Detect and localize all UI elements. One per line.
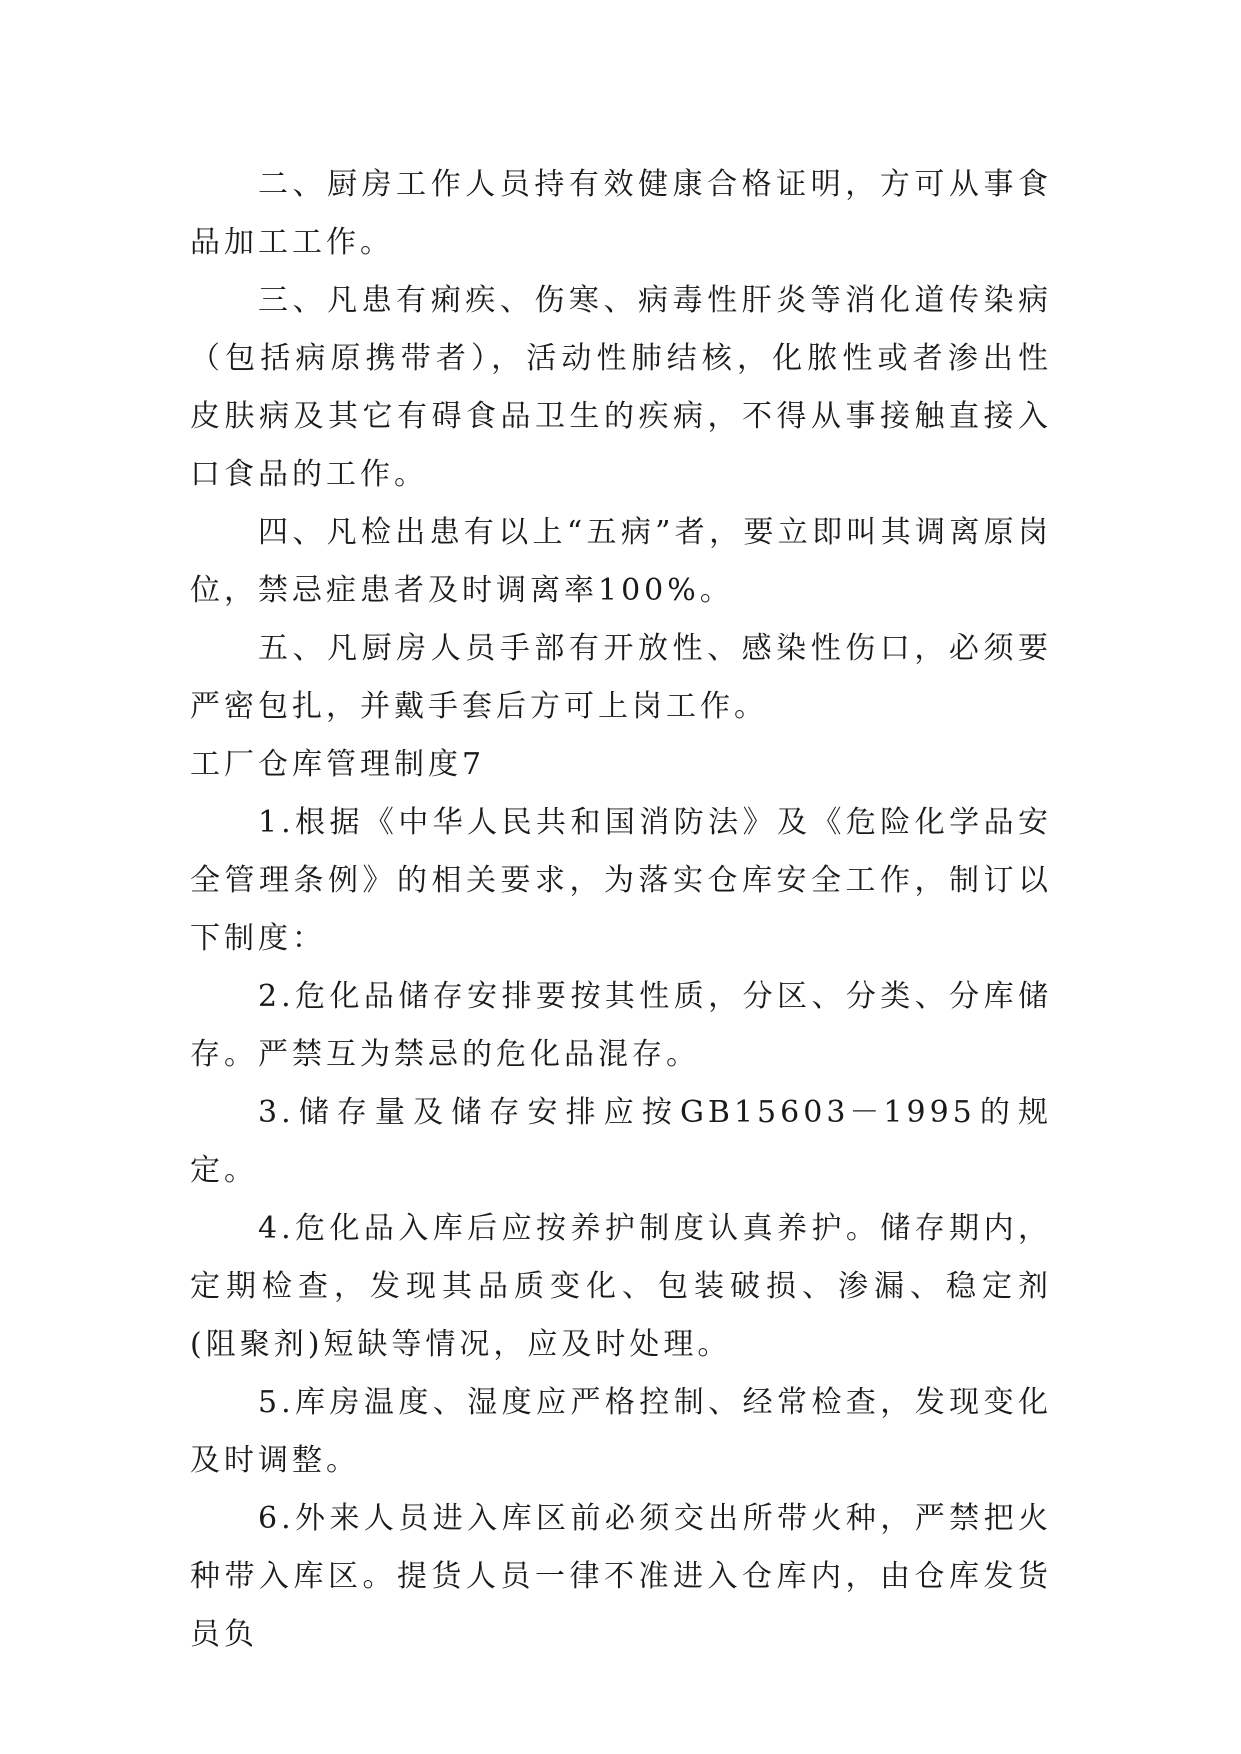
paragraph-five-diseases: 四、凡检出患有以上“五病”者，要立即叫其调离原岗位，禁忌症患者及时调离率100%。 — [190, 515, 1052, 608]
paragraph-disease-restriction: 三、凡患有痢疾、伤寒、病毒性肝炎等消化道传染病（包括病原携带者），活动性肺结核，化脓性或者渗出性皮肤病及其它有碍食品卫生的疾病，不得从事接触直接入口食品的工作。 — [190, 283, 1052, 492]
section-heading: 工厂仓库管理制度7 — [190, 747, 486, 782]
paragraph-wound-care: 五、凡厨房人员手部有开放性、感染性伤口，必须要严密包扎，并戴手套后方可上岗工作。 — [190, 631, 1052, 724]
paragraph-rule-1: 1.根据《中华人民共和国消防法》及《危险化学品安全管理条例》的相关要求，为落实仓库安全工作，制订以下制度： — [190, 805, 1052, 956]
paragraph-rule-4: 4.危化品入库后应按养护制度认真养护。储存期内，定期检查，发现其品质变化、包装破损、渗漏、稳定剂(阻聚剂)短缺等情况，应及时处理。 — [190, 1211, 1052, 1362]
paragraph-rule-6: 6.外来人员进入库区前必须交出所带火种，严禁把火种带入库区。提货人员一律不准进入仓库内，由仓库发货员负 — [190, 1501, 1052, 1652]
paragraph-rule-3: 3.储存量及储存安排应按GB15603－1995的规定。 — [190, 1095, 1052, 1188]
paragraph-health-certificate: 二、厨房工作人员持有效健康合格证明，方可从事食品加工工作。 — [190, 167, 1052, 260]
paragraph-rule-5: 5.库房温度、湿度应严格控制、经常检查，发现变化及时调整。 — [190, 1385, 1052, 1478]
document-body — [190, 156, 1052, 1664]
paragraph-rule-2: 2.危化品储存安排要按其性质，分区、分类、分库储存。严禁互为禁忌的危化品混存。 — [190, 979, 1052, 1072]
